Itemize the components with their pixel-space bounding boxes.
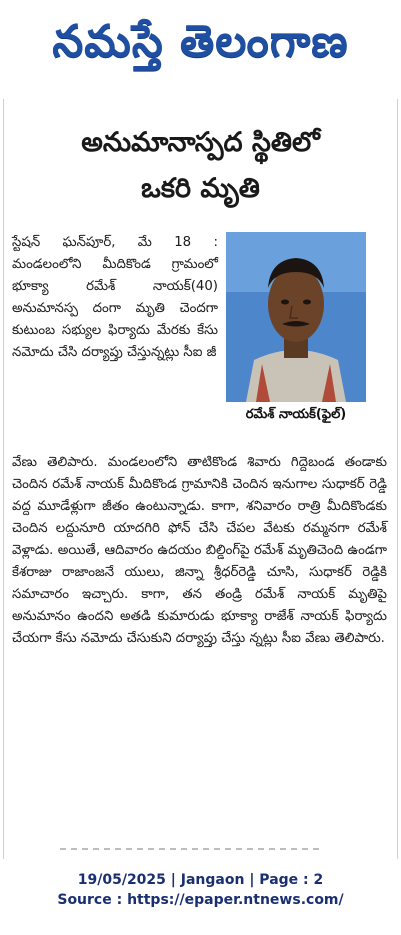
source-footer <box>0 870 401 910</box>
article-text-bottom: వేణు తెలిపారు. మండలంలోని తాటికొండ శివారు గిద్దెబండ తండాకు చెందిన రమేశ్ నాయక్ మీదికొండ గ్రామానికి చెందిన ఇనుగాల సుధాకర్ రెడ్డి వద్ద మూడేళ్లుగా జీతం ఉంటున్నాడు. కాగా, శనివారం రాత్రి మీదికొండకు చెందిన లద్దునూరి యాదగిరి ఫోన్ చేసి చేపల వేటకు రమ్మనగా రమేశ్ వెళ్లాడు. అయితే, ఆదివారం ఉదయం బిల్డింగ్‌పై రమేశ్ మృతిచెంది ఉండగా కేశరాజు రాజాంజనే యులు, జిన్నా శ్రీధర్‌రెడ్డి చూసి, సుధాకర్ రెడ్డికి సమాచారం ఇచ్చారు. కాగా, తన తండ్రి రమేశ్ నాయక్ మృతిపై అనుమానం ఉందని అతడి కుమారుడు భూక్యా రాజేశ్ నాయక్ ఫిర్యాదు చేయగా కేసు నమోదు చేసుకుని దర్యాప్తు చేస్తు న్నట్లు సీఐ వేణు తెలిపారు. <box>12 455 387 646</box>
masthead <box>0 0 401 84</box>
article-body-wide <box>12 452 387 650</box>
clipping-cut-edge <box>60 846 320 852</box>
footer-source-line: Source : https://epaper.ntnews.com/ <box>57 892 344 908</box>
article-headline <box>0 120 401 212</box>
newspaper-title: నమస్తే తెలంగాణ <box>52 16 349 67</box>
headline-line-1: అనుమానాస్పద స్థితిలో <box>81 127 320 158</box>
article-dateline: స్టేషన్ ఘన్‌పూర్, మే 18 <box>12 235 192 250</box>
portrait-image <box>226 232 366 402</box>
footer-edition-line: 19/05/2025 | Jangaon | Page : 2 <box>77 872 324 888</box>
headline-line-2: ఒకరి మృతి <box>141 173 260 204</box>
article-photo <box>226 232 366 432</box>
article-text-top: : మండలంలోని మీదికొండ గ్రామంలో భూక్యా రమేశ్ నాయక్(40) అనుమానస్ప దంగా మృతి చెందగా కుటుంబ సభ్యుల ఫిర్యాదు మేరకు కేసు నమోదు చేసి దర్యాప్తు చేస్తున్నట్లు సీఐ జీ <box>12 235 218 360</box>
portrait-photo <box>226 232 366 402</box>
photo-caption: రమేశ్ నాయక్(ఫైల్) <box>245 407 347 422</box>
article-body-narrow <box>12 232 218 364</box>
